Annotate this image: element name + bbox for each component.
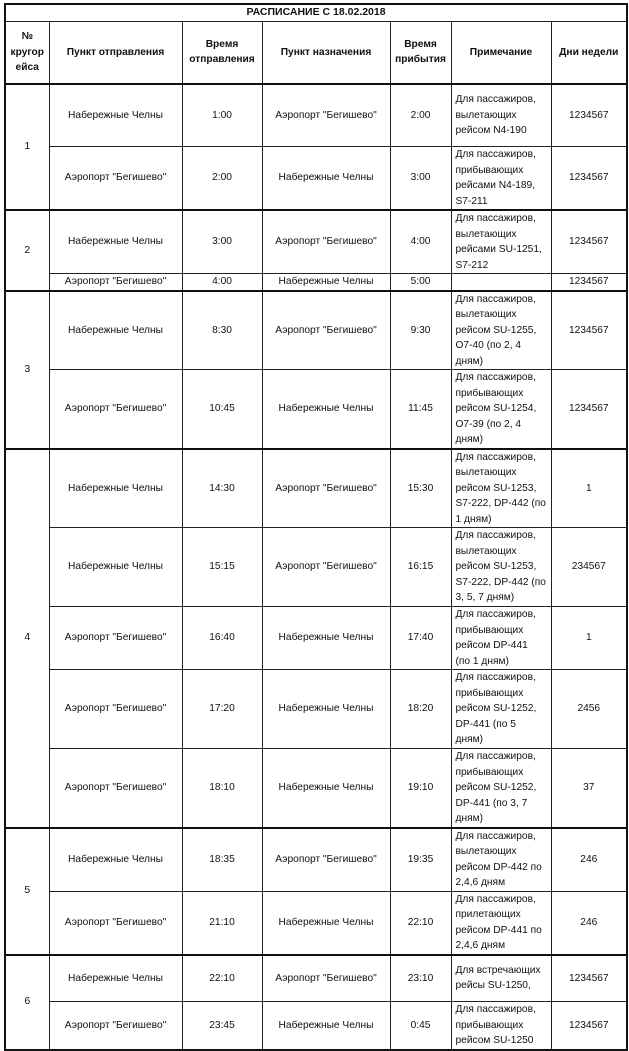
- destination-cell: Аэропорт "Бегишево": [262, 828, 390, 892]
- note-cell: Для пассажиров, вылетающих рейсом SU-1253, S7-222, DP-442 (по 1 дням): [451, 449, 551, 528]
- weekdays-cell: 1234567: [551, 291, 627, 370]
- departure-time-cell: 2:00: [182, 147, 262, 211]
- weekdays-cell: 1234567: [551, 147, 627, 211]
- table-row: [5, 891, 627, 955]
- arrival-time-cell: 11:45: [390, 370, 451, 449]
- arrival-time-cell: 18:20: [390, 670, 451, 749]
- destination-cell: Набережные Челны: [262, 607, 390, 670]
- table-row: [5, 607, 627, 670]
- arrival-time-cell: 15:30: [390, 449, 451, 528]
- note-cell: Для пассажиров, прилетающих рейсом DP-441 по 2,4,6 дням: [451, 891, 551, 955]
- table-row: [5, 749, 627, 828]
- header-arrival-time: Время прибытия: [390, 22, 451, 84]
- schedule-page: [4, 3, 626, 1051]
- weekdays-cell: 1234567: [551, 370, 627, 449]
- route-number-cell: 6: [5, 955, 49, 1050]
- arrival-time-cell: 9:30: [390, 291, 451, 370]
- table-row: [5, 274, 627, 291]
- destination-cell: Набережные Челны: [262, 891, 390, 955]
- departure-point-cell: Аэропорт "Бегишево": [49, 891, 182, 955]
- weekdays-cell: 1234567: [551, 274, 627, 291]
- table-row: [5, 955, 627, 1002]
- departure-point-cell: Набережные Челны: [49, 828, 182, 892]
- arrival-time-cell: 3:00: [390, 147, 451, 211]
- arrival-time-cell: 4:00: [390, 210, 451, 274]
- destination-cell: Аэропорт "Бегишево": [262, 955, 390, 1002]
- weekdays-cell: 1234567: [551, 955, 627, 1002]
- departure-time-cell: 17:20: [182, 670, 262, 749]
- note-cell: Для пассажиров, прибывающих рейсом SU-1252, DP-441 (по 5 дням): [451, 670, 551, 749]
- departure-point-cell: Набережные Челны: [49, 210, 182, 274]
- departure-time-cell: 22:10: [182, 955, 262, 1002]
- weekdays-cell: 1234567: [551, 84, 627, 147]
- weekdays-cell: 234567: [551, 528, 627, 607]
- departure-point-cell: Аэропорт "Бегишево": [49, 1002, 182, 1050]
- destination-cell: Набережные Челны: [262, 370, 390, 449]
- note-cell: Для пассажиров, прибывающих рейсом SU-1252, DP-441 (по 3, 7 дням): [451, 749, 551, 828]
- destination-cell: Аэропорт "Бегишево": [262, 449, 390, 528]
- destination-cell: Набережные Челны: [262, 670, 390, 749]
- table-row: [5, 147, 627, 211]
- departure-time-cell: 14:30: [182, 449, 262, 528]
- departure-time-cell: 23:45: [182, 1002, 262, 1050]
- departure-time-cell: 10:45: [182, 370, 262, 449]
- destination-cell: Аэропорт "Бегишево": [262, 84, 390, 147]
- weekdays-cell: 1234567: [551, 210, 627, 274]
- departure-point-cell: Аэропорт "Бегишево": [49, 670, 182, 749]
- table-row: [5, 528, 627, 607]
- schedule-title: РАСПИСАНИЕ С 18.02.2018: [5, 4, 627, 22]
- note-cell: [451, 274, 551, 291]
- note-cell: Для пассажиров, вылетающих рейсом SU-1253, S7-222, DP-442 (по 3, 5, 7 дням): [451, 528, 551, 607]
- route-number-cell: 5: [5, 828, 49, 955]
- arrival-time-cell: 19:35: [390, 828, 451, 892]
- departure-time-cell: 8:30: [182, 291, 262, 370]
- departure-point-cell: Аэропорт "Бегишево": [49, 607, 182, 670]
- table-row: [5, 1002, 627, 1050]
- arrival-time-cell: 22:10: [390, 891, 451, 955]
- note-cell: Для пассажиров, вылетающих рейсами SU-1251, S7-212: [451, 210, 551, 274]
- departure-point-cell: Аэропорт "Бегишево": [49, 274, 182, 291]
- destination-cell: Набережные Челны: [262, 1002, 390, 1050]
- schedule-body: [5, 84, 627, 1050]
- header-weekdays: Дни недели: [551, 22, 627, 84]
- arrival-time-cell: 16:15: [390, 528, 451, 607]
- schedule-table: [4, 3, 628, 1051]
- table-row: [5, 210, 627, 274]
- arrival-time-cell: 23:10: [390, 955, 451, 1002]
- note-cell: Для пассажиров, прибывающих рейсом DP-441 (по 1 дням): [451, 607, 551, 670]
- table-row: [5, 84, 627, 147]
- header-destination: Пункт назначения: [262, 22, 390, 84]
- departure-point-cell: Набережные Челны: [49, 955, 182, 1002]
- note-cell: Для пассажиров, прибывающих рейсами N4-189, S7-211: [451, 147, 551, 211]
- note-cell: Для пассажиров, прибывающих рейсом SU-1250: [451, 1002, 551, 1050]
- weekdays-cell: 246: [551, 828, 627, 892]
- table-row: [5, 670, 627, 749]
- departure-point-cell: Набережные Челны: [49, 528, 182, 607]
- table-row: [5, 828, 627, 892]
- note-cell: Для встречающих рейсы SU-1250,: [451, 955, 551, 1002]
- arrival-time-cell: 2:00: [390, 84, 451, 147]
- weekdays-cell: 2456: [551, 670, 627, 749]
- route-number-cell: 4: [5, 449, 49, 828]
- weekdays-cell: 37: [551, 749, 627, 828]
- route-number-cell: 3: [5, 291, 49, 449]
- header-departure-time: Время отправления: [182, 22, 262, 84]
- departure-point-cell: Набережные Челны: [49, 291, 182, 370]
- table-row: [5, 370, 627, 449]
- departure-point-cell: Аэропорт "Бегишево": [49, 370, 182, 449]
- departure-time-cell: 16:40: [182, 607, 262, 670]
- note-cell: Для пассажиров, прибывающих рейсом SU-1254, O7-39 (по 2, 4 дням): [451, 370, 551, 449]
- departure-time-cell: 4:00: [182, 274, 262, 291]
- departure-point-cell: Набережные Челны: [49, 449, 182, 528]
- destination-cell: Набережные Челны: [262, 147, 390, 211]
- weekdays-cell: 1234567: [551, 1002, 627, 1050]
- weekdays-cell: 1: [551, 449, 627, 528]
- table-row: [5, 449, 627, 528]
- note-cell: Для пассажиров, вылетающих рейсом SU-1255, O7-40 (по 2, 4 дням): [451, 291, 551, 370]
- arrival-time-cell: 0:45: [390, 1002, 451, 1050]
- departure-point-cell: Аэропорт "Бегишево": [49, 749, 182, 828]
- arrival-time-cell: 5:00: [390, 274, 451, 291]
- weekdays-cell: 246: [551, 891, 627, 955]
- departure-time-cell: 18:35: [182, 828, 262, 892]
- table-row: [5, 291, 627, 370]
- header-departure-point: Пункт отправления: [49, 22, 182, 84]
- departure-point-cell: Набережные Челны: [49, 84, 182, 147]
- destination-cell: Аэропорт "Бегишево": [262, 528, 390, 607]
- header-route-number: № кругор ейса: [5, 22, 49, 84]
- departure-time-cell: 1:00: [182, 84, 262, 147]
- departure-time-cell: 15:15: [182, 528, 262, 607]
- weekdays-cell: 1: [551, 607, 627, 670]
- destination-cell: Набережные Челны: [262, 274, 390, 291]
- header-note: Примечание: [451, 22, 551, 84]
- note-cell: Для пассажиров, вылетающих рейсом DP-442 по 2,4,6 дням: [451, 828, 551, 892]
- note-cell: Для пассажиров, вылетающих рейсом N4-190: [451, 84, 551, 147]
- arrival-time-cell: 19:10: [390, 749, 451, 828]
- arrival-time-cell: 17:40: [390, 607, 451, 670]
- route-number-cell: 1: [5, 84, 49, 211]
- departure-time-cell: 18:10: [182, 749, 262, 828]
- destination-cell: Набережные Челны: [262, 749, 390, 828]
- departure-point-cell: Аэропорт "Бегишево": [49, 147, 182, 211]
- departure-time-cell: 3:00: [182, 210, 262, 274]
- destination-cell: Аэропорт "Бегишево": [262, 210, 390, 274]
- destination-cell: Аэропорт "Бегишево": [262, 291, 390, 370]
- route-number-cell: 2: [5, 210, 49, 291]
- departure-time-cell: 21:10: [182, 891, 262, 955]
